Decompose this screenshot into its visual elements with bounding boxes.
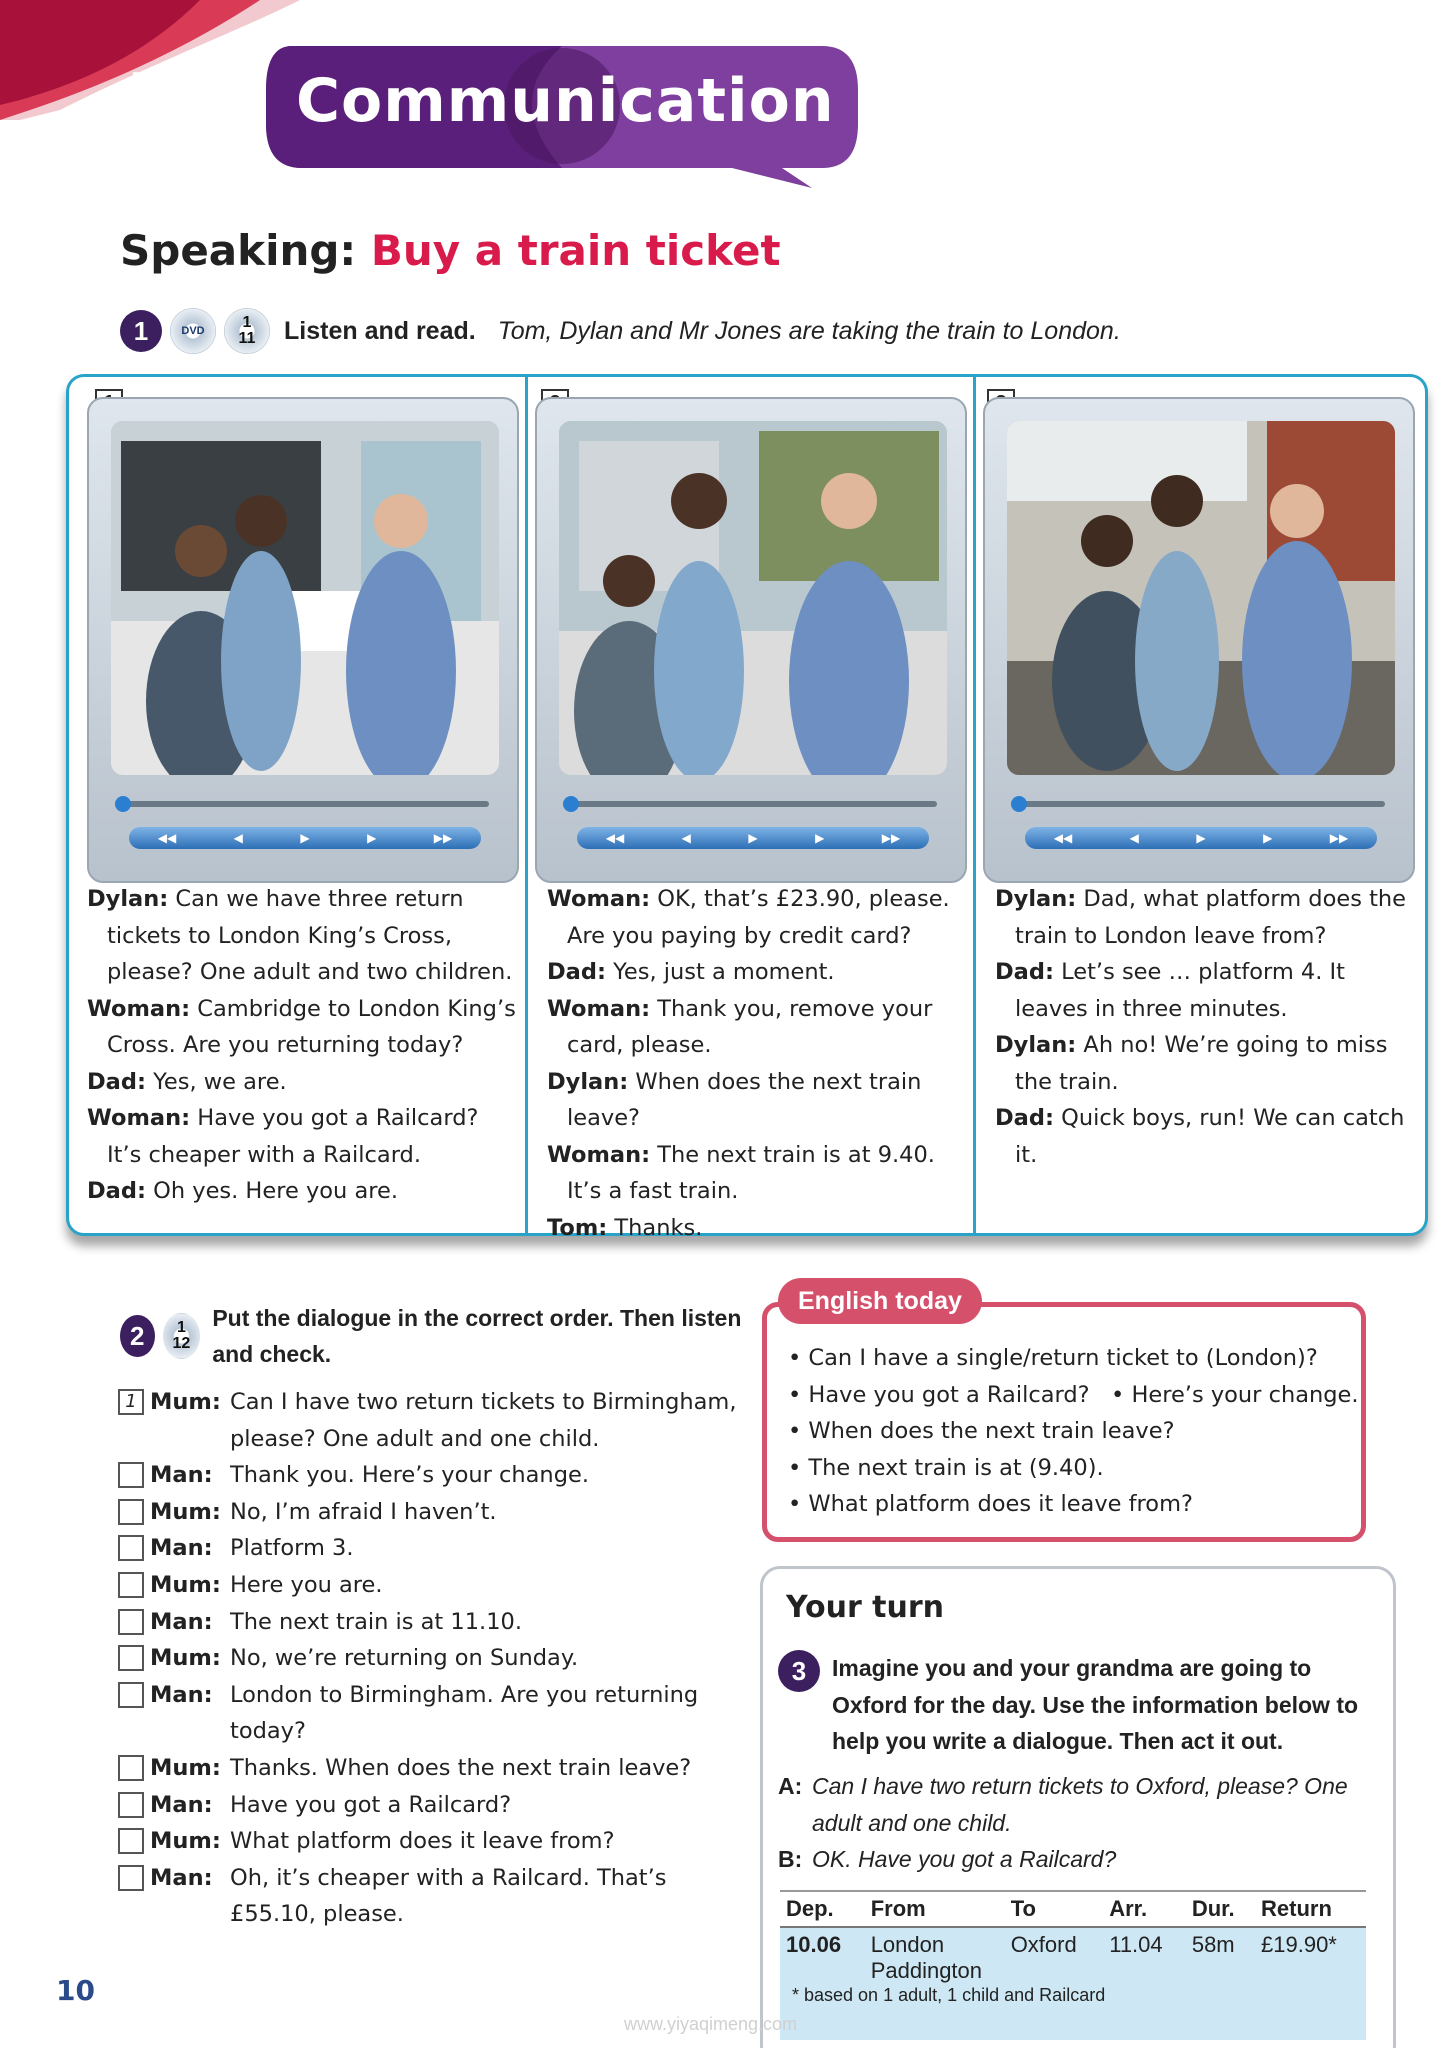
table-cell: £19.90* (1261, 1932, 1337, 1957)
section-letter: D (128, 62, 173, 125)
line-text: Oh yes. Here you are. (153, 1178, 398, 1204)
step-back-icon[interactable]: ◀ (233, 831, 243, 845)
table-cell: London Paddington (870, 1932, 983, 1983)
dialogue-line (87, 991, 519, 1064)
dialogue-line (995, 881, 1415, 954)
speaker: Dad: (547, 959, 606, 985)
speaker: Dad: (995, 1105, 1054, 1131)
step-forward-icon[interactable]: ▶ (367, 831, 377, 845)
speaker: Dylan: (995, 1032, 1077, 1058)
speaker: Woman: (547, 1141, 651, 1168)
banner-title: Communication (296, 66, 835, 136)
speaker: Mum: (150, 1498, 221, 1525)
dialogue-line (995, 954, 1415, 1027)
list-item (118, 1494, 738, 1531)
table-cell: 58m (1191, 1932, 1235, 1957)
dialogue-line (87, 881, 519, 991)
phrase: • Can I have a single/return ticket to (London)? (788, 1345, 1318, 1371)
list-item (118, 1457, 738, 1494)
speaker: Dylan: (87, 886, 169, 912)
frame-2-dialogue (547, 881, 967, 1246)
column-header: Arr. (1103, 1892, 1186, 1927)
column-header: Dur. (1186, 1892, 1255, 1927)
step-back-icon[interactable]: ◀ (681, 831, 691, 845)
table-header-row (780, 1892, 1366, 1927)
dvd-icon[interactable] (170, 308, 216, 354)
exercise-number-badge: 2 (120, 1315, 155, 1357)
page-title (120, 226, 781, 275)
speaker: A: (778, 1773, 803, 1799)
instruction-text: Put the dialogue in the correct order. Then listen and check. (212, 1305, 742, 1367)
line-text: Have you got a Railcard? It’s cheaper with a Railcard. (107, 1105, 479, 1168)
list-item (118, 1823, 738, 1860)
line-text: Thanks. (614, 1214, 703, 1241)
cd-number: 1 (242, 314, 252, 331)
line-text: Thanks. When does the next train leave? (230, 1754, 692, 1781)
progress-knob[interactable] (1011, 796, 1027, 812)
line-text: OK. Have you got a Railcard? (812, 1846, 1117, 1873)
step-forward-icon[interactable]: ▶ (1263, 831, 1273, 845)
speaker: Tom: (547, 1214, 608, 1241)
table-cell: 10.06 (786, 1932, 842, 1957)
speaker: Man: (150, 1681, 213, 1708)
line-text: Yes, we are. (153, 1068, 287, 1095)
speaker: Mum: (150, 1754, 221, 1781)
dvd-label: DVD (181, 324, 205, 337)
english-today-phrases (788, 1340, 1359, 1523)
line-text: Thank you. Here’s your change. (230, 1462, 589, 1489)
exercise-2-instruction (120, 1300, 750, 1372)
scene-photo (559, 421, 947, 775)
line-text: OK, that’s £23.90, please. Are you paying by credit card? (567, 886, 950, 949)
speaker: B: (778, 1846, 803, 1873)
frame-1-dialogue (87, 881, 519, 1210)
track-number: 12 (172, 1335, 191, 1352)
order-box[interactable] (118, 1792, 144, 1818)
line-text: Can I have two return tickets to Oxford, please? One adult and one child. (812, 1773, 1348, 1836)
line-text: Can we have three return tickets to London King’s Cross, please? One adult and two children. (107, 886, 513, 985)
dialogue-line (87, 1064, 519, 1101)
line-text: Yes, just a moment. (613, 959, 835, 985)
step-forward-icon[interactable]: ▶ (815, 831, 825, 845)
list-item (118, 1677, 738, 1750)
line-text: Can I have two return tickets to Birmingham, please? One adult and one child. (230, 1389, 737, 1452)
line-text: Dad, what platform does the train to London leave from? (1015, 886, 1406, 949)
order-box[interactable] (118, 1499, 144, 1525)
speaker: Mum: (150, 1645, 221, 1672)
line-text: No, I’m afraid I haven’t. (230, 1498, 497, 1525)
line-text: What platform does it leave from? (230, 1828, 615, 1855)
play-icon[interactable]: ▶ (300, 831, 310, 845)
scene-photo (111, 421, 499, 775)
track-number: 11 (238, 330, 256, 347)
speaker: Man: (150, 1608, 213, 1635)
page-number: 10 (56, 1974, 95, 2007)
column-header: Dep. (780, 1892, 865, 1927)
train-timetable (780, 1890, 1366, 2040)
speaker: Man: (150, 1791, 213, 1818)
instruction-text: Listen and read. (284, 316, 476, 345)
exercise-1-instruction (120, 308, 1121, 354)
column-header: From (865, 1892, 1005, 1927)
dialogue-line (547, 954, 967, 991)
line-text: No, we’re returning on Sunday. (230, 1645, 579, 1672)
speaker: Mum: (150, 1828, 221, 1855)
order-box[interactable] (118, 1682, 144, 1708)
your-turn-title: Your turn (786, 1590, 945, 1625)
speaker: Mum: (150, 1389, 221, 1415)
exercise-number-badge: 3 (778, 1650, 820, 1692)
watermark: www.yiyaqimeng.com (624, 2014, 798, 2034)
order-box[interactable] (118, 1572, 144, 1598)
column-header: To (1005, 1892, 1104, 1927)
speaker: Dylan: (547, 1068, 629, 1095)
context-text: Tom, Dylan and Mr Jones are taking the train to London. (497, 316, 1121, 345)
list-item (118, 1640, 738, 1677)
fast-rewind-icon[interactable]: ◀◀ (605, 831, 625, 845)
order-box[interactable] (118, 1755, 144, 1781)
audio-cd-icon[interactable] (163, 1313, 201, 1359)
phrase: • What platform does it leave from? (788, 1491, 1193, 1518)
dialogue-line (995, 1027, 1415, 1100)
play-icon[interactable]: ▶ (748, 831, 758, 845)
speaker: Woman: (547, 886, 651, 912)
speaker: Man: (150, 1535, 213, 1562)
table-cell: 11.04 (1109, 1932, 1163, 1957)
line-text: Platform 3. (230, 1535, 354, 1562)
cd-number: 1 (176, 1319, 186, 1336)
order-box[interactable] (118, 1462, 144, 1488)
table-row (780, 1927, 1366, 1988)
instruction-text: Imagine you and your grandma are going to Oxford for the day. Use the information below to help you write a dialogue. Then act it out. (832, 1655, 1359, 1755)
panel-divider (525, 377, 528, 1233)
video-player-1[interactable] (87, 397, 519, 883)
phrase: • When does the next train leave? (788, 1418, 1175, 1445)
speaker: Dylan: (995, 886, 1077, 912)
panel-divider (973, 377, 976, 1233)
list-item (118, 1530, 738, 1567)
playback-controls (1025, 827, 1377, 849)
table-cell: Oxford (1010, 1932, 1077, 1957)
line-text: The next train is at 11.10. (230, 1608, 522, 1635)
fast-rewind-icon[interactable]: ◀◀ (1053, 831, 1073, 845)
phrase: • Have you got a Railcard? • Here’s your change. (788, 1381, 1359, 1408)
line-text: The next train is at 9.40. It’s a fast train. (567, 1141, 935, 1204)
photo-story-panel (66, 374, 1428, 1241)
english-today-title: English today (778, 1278, 982, 1324)
speaker: Mum: (150, 1571, 221, 1598)
line-text: Here you are. (230, 1571, 383, 1598)
timetable-footnote: * based on 1 adult, 1 child and Railcard (792, 1985, 1106, 2005)
column-header: Return (1255, 1892, 1366, 1927)
progress-bar[interactable] (1015, 801, 1385, 807)
list-item (118, 1384, 738, 1457)
line-text: Quick boys, run! We can catch it. (1015, 1105, 1405, 1168)
playback-controls (577, 827, 929, 849)
order-box[interactable] (118, 1828, 144, 1854)
step-back-icon[interactable]: ◀ (1129, 831, 1139, 845)
dialogue-line (87, 1100, 519, 1173)
dialogue-line (778, 1768, 1378, 1841)
line-text: Oh, it’s cheaper with a Railcard. That’s £55.10, please. (230, 1864, 667, 1928)
progress-knob[interactable] (115, 796, 131, 812)
speaker: Dad: (87, 1178, 146, 1204)
order-box[interactable] (118, 1535, 144, 1561)
speaker: Dad: (995, 959, 1054, 985)
frame-3-dialogue (995, 881, 1415, 1173)
line-text: When does the next train leave? (567, 1068, 922, 1131)
fast-forward-icon[interactable]: ▶▶ (881, 831, 901, 845)
line-text: London to Birmingham. Are you returning today? (230, 1681, 699, 1745)
example-dialogue (778, 1768, 1378, 1878)
speaker: Man: (150, 1462, 213, 1489)
dialogue-line (547, 1210, 967, 1247)
line-text: Let’s see … platform 4. It leaves in three minutes. (1015, 959, 1346, 1022)
line-text: Thank you, remove your card, please. (567, 995, 933, 1058)
dialogue-ordering-list (118, 1384, 738, 1933)
fast-forward-icon[interactable]: ▶▶ (433, 831, 453, 845)
video-player-3[interactable] (983, 397, 1415, 883)
dialogue-line (778, 1841, 1378, 1878)
play-icon[interactable]: ▶ (1196, 831, 1206, 845)
order-box[interactable]: 1 (118, 1389, 144, 1415)
speaker: Woman: (87, 1105, 191, 1131)
speaking-label: Speaking: (120, 226, 357, 275)
dialogue-line (995, 1100, 1415, 1173)
progress-bar[interactable] (567, 801, 937, 807)
audio-cd-icon[interactable] (224, 308, 270, 354)
fast-rewind-icon[interactable]: ◀◀ (157, 831, 177, 845)
dialogue-line (547, 1137, 967, 1210)
order-box[interactable] (118, 1609, 144, 1635)
speaking-topic: Buy a train ticket (370, 226, 781, 275)
dialogue-line (547, 991, 967, 1064)
order-box[interactable] (118, 1865, 144, 1891)
dialogue-line (87, 1173, 519, 1210)
speaker: Woman: (87, 995, 191, 1022)
list-item (118, 1604, 738, 1641)
list-item (118, 1860, 738, 1933)
speaker: Dad: (87, 1068, 146, 1095)
dialogue-line (547, 1064, 967, 1137)
speaker: Woman: (547, 995, 651, 1022)
phrase: • The next train is at (9.40). (788, 1454, 1104, 1481)
video-player-2[interactable] (535, 397, 967, 883)
exercise-3-instruction (778, 1650, 1388, 1760)
progress-bar[interactable] (119, 801, 489, 807)
line-text: Have you got a Railcard? (230, 1791, 512, 1818)
list-item (118, 1567, 738, 1604)
line-text: Ah no! We’re going to miss the train. (1015, 1032, 1388, 1095)
order-box[interactable] (118, 1645, 144, 1671)
fast-forward-icon[interactable]: ▶▶ (1329, 831, 1349, 845)
line-text: Cambridge to London King’s Cross. Are you returning today? (107, 995, 516, 1058)
speaker: Man: (150, 1864, 213, 1891)
list-item (118, 1750, 738, 1787)
progress-knob[interactable] (563, 796, 579, 812)
exercise-number-badge: 1 (120, 310, 162, 352)
playback-controls (129, 827, 481, 849)
scene-photo (1007, 421, 1395, 775)
list-item (118, 1787, 738, 1824)
dialogue-line (547, 881, 967, 954)
